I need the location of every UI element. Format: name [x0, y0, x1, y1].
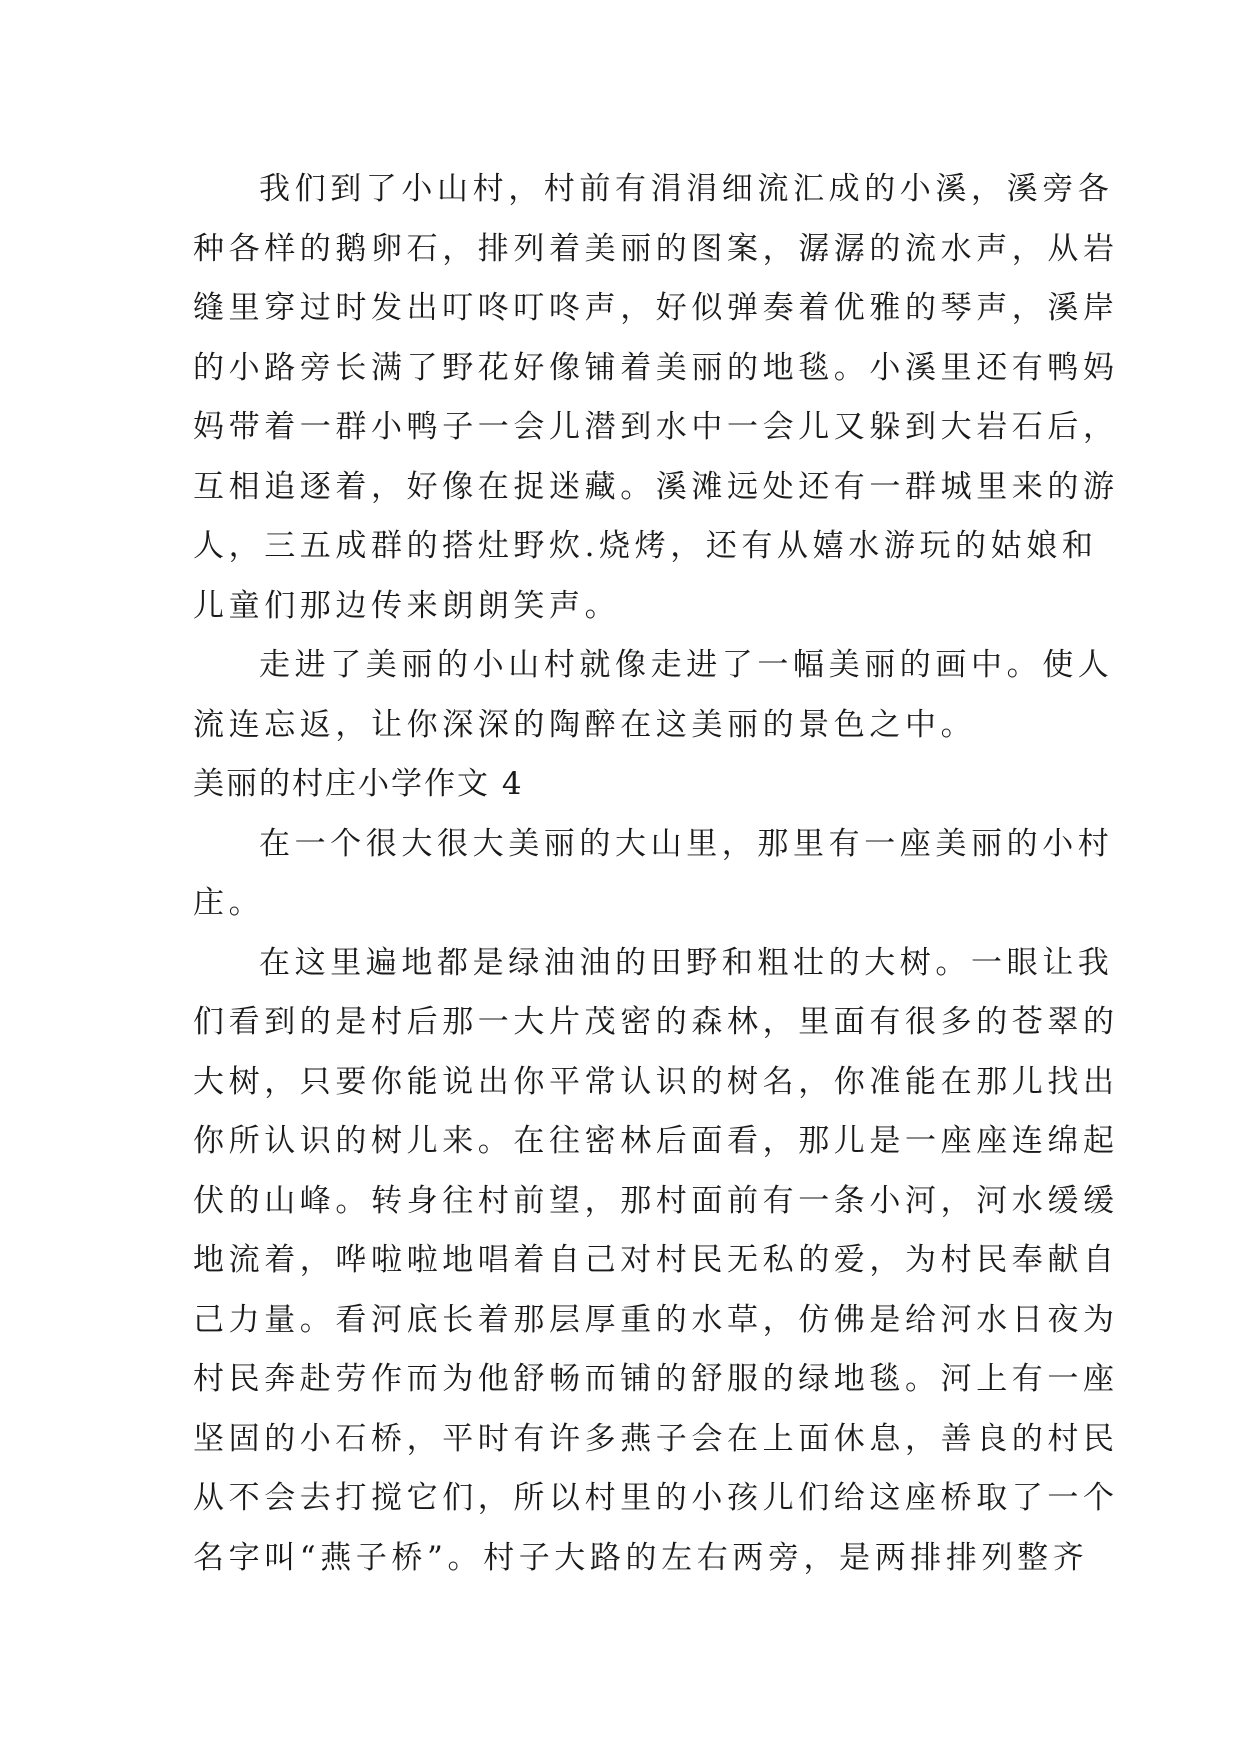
paragraph-line: 己力量。看河底长着那层厚重的水草，仿佛是给河水日夜为	[193, 1301, 1119, 1338]
paragraph-line: 大树，只要你能说出你平常认识的树名，你准能在那儿找出	[193, 1063, 1119, 1100]
paragraph-line: 村民奔赴劳作而为他舒畅而铺的舒服的绿地毯。河上有一座	[193, 1361, 1119, 1397]
paragraph-line: 妈带着一群小鸭子一会儿潜到水中一会儿又躲到大岩石后，	[193, 409, 1119, 445]
paragraph-line: 种各样的鹅卵石，排列着美丽的图案，潺潺的流水声，从岩	[193, 230, 1119, 267]
paragraph-line: 从不会去打搅它们，所以村里的小孩儿们给这座桥取了一个	[193, 1480, 1119, 1516]
paragraph-line: 名字叫“燕子桥”。村子大路的左右两旁，是两排排列整齐	[193, 1539, 1089, 1576]
paragraph-line: 流连忘返，让你深深的陶醉在这美丽的景色之中。	[193, 706, 977, 743]
paragraph-line: 缝里穿过时发出叮咚叮咚声，好似弹奏着优雅的琴声，溪岸	[193, 290, 1119, 326]
paragraph-line: 在一个很大很大美丽的大山里，那里有一座美丽的小村	[259, 825, 1114, 862]
body-text	[193, 160, 1119, 1588]
paragraph-line: 坚固的小石桥，平时有许多燕子会在上面休息，善良的村民	[193, 1420, 1119, 1457]
paragraph-line: 地流着，哗啦啦地唱着自己对村民无私的爱，为村民奉献自	[193, 1242, 1119, 1278]
paragraph-line: 我们到了小山村，村前有涓涓细流汇成的小溪，溪旁各	[259, 171, 1114, 207]
paragraph-line: 互相追逐着，好像在捉迷藏。溪滩远处还有一群城里来的游	[193, 468, 1119, 505]
paragraph-line: 的小路旁长满了野花好像铺着美丽的地毯。小溪里还有鸭妈	[193, 349, 1119, 386]
paragraph-line: 在这里遍地都是绿油油的田野和粗壮的大树。一眼让我	[259, 944, 1114, 981]
paragraph-line: 你所认识的树儿来。在往密林后面看，那儿是一座座连绵起	[193, 1123, 1119, 1159]
paragraph-line: 人，三五成群的搭灶野炊.烧烤，还有从嬉水游玩的姑娘和	[193, 528, 1098, 564]
paragraph-line: 庄。	[193, 885, 265, 921]
paragraph-line: 儿童们那边传来朗朗笑声。	[193, 587, 621, 624]
paragraph-line: 走进了美丽的小山村就像走进了一幅美丽的画中。使人	[259, 647, 1114, 683]
paragraph-line: 们看到的是村后那一大片茂密的森林，里面有很多的苍翠的	[193, 1004, 1119, 1040]
paragraph-line: 伏的山峰。转身往村前望，那村面前有一条小河，河水缓缓	[193, 1182, 1119, 1219]
section-heading: 美丽的村庄小学作文 4	[193, 766, 524, 802]
